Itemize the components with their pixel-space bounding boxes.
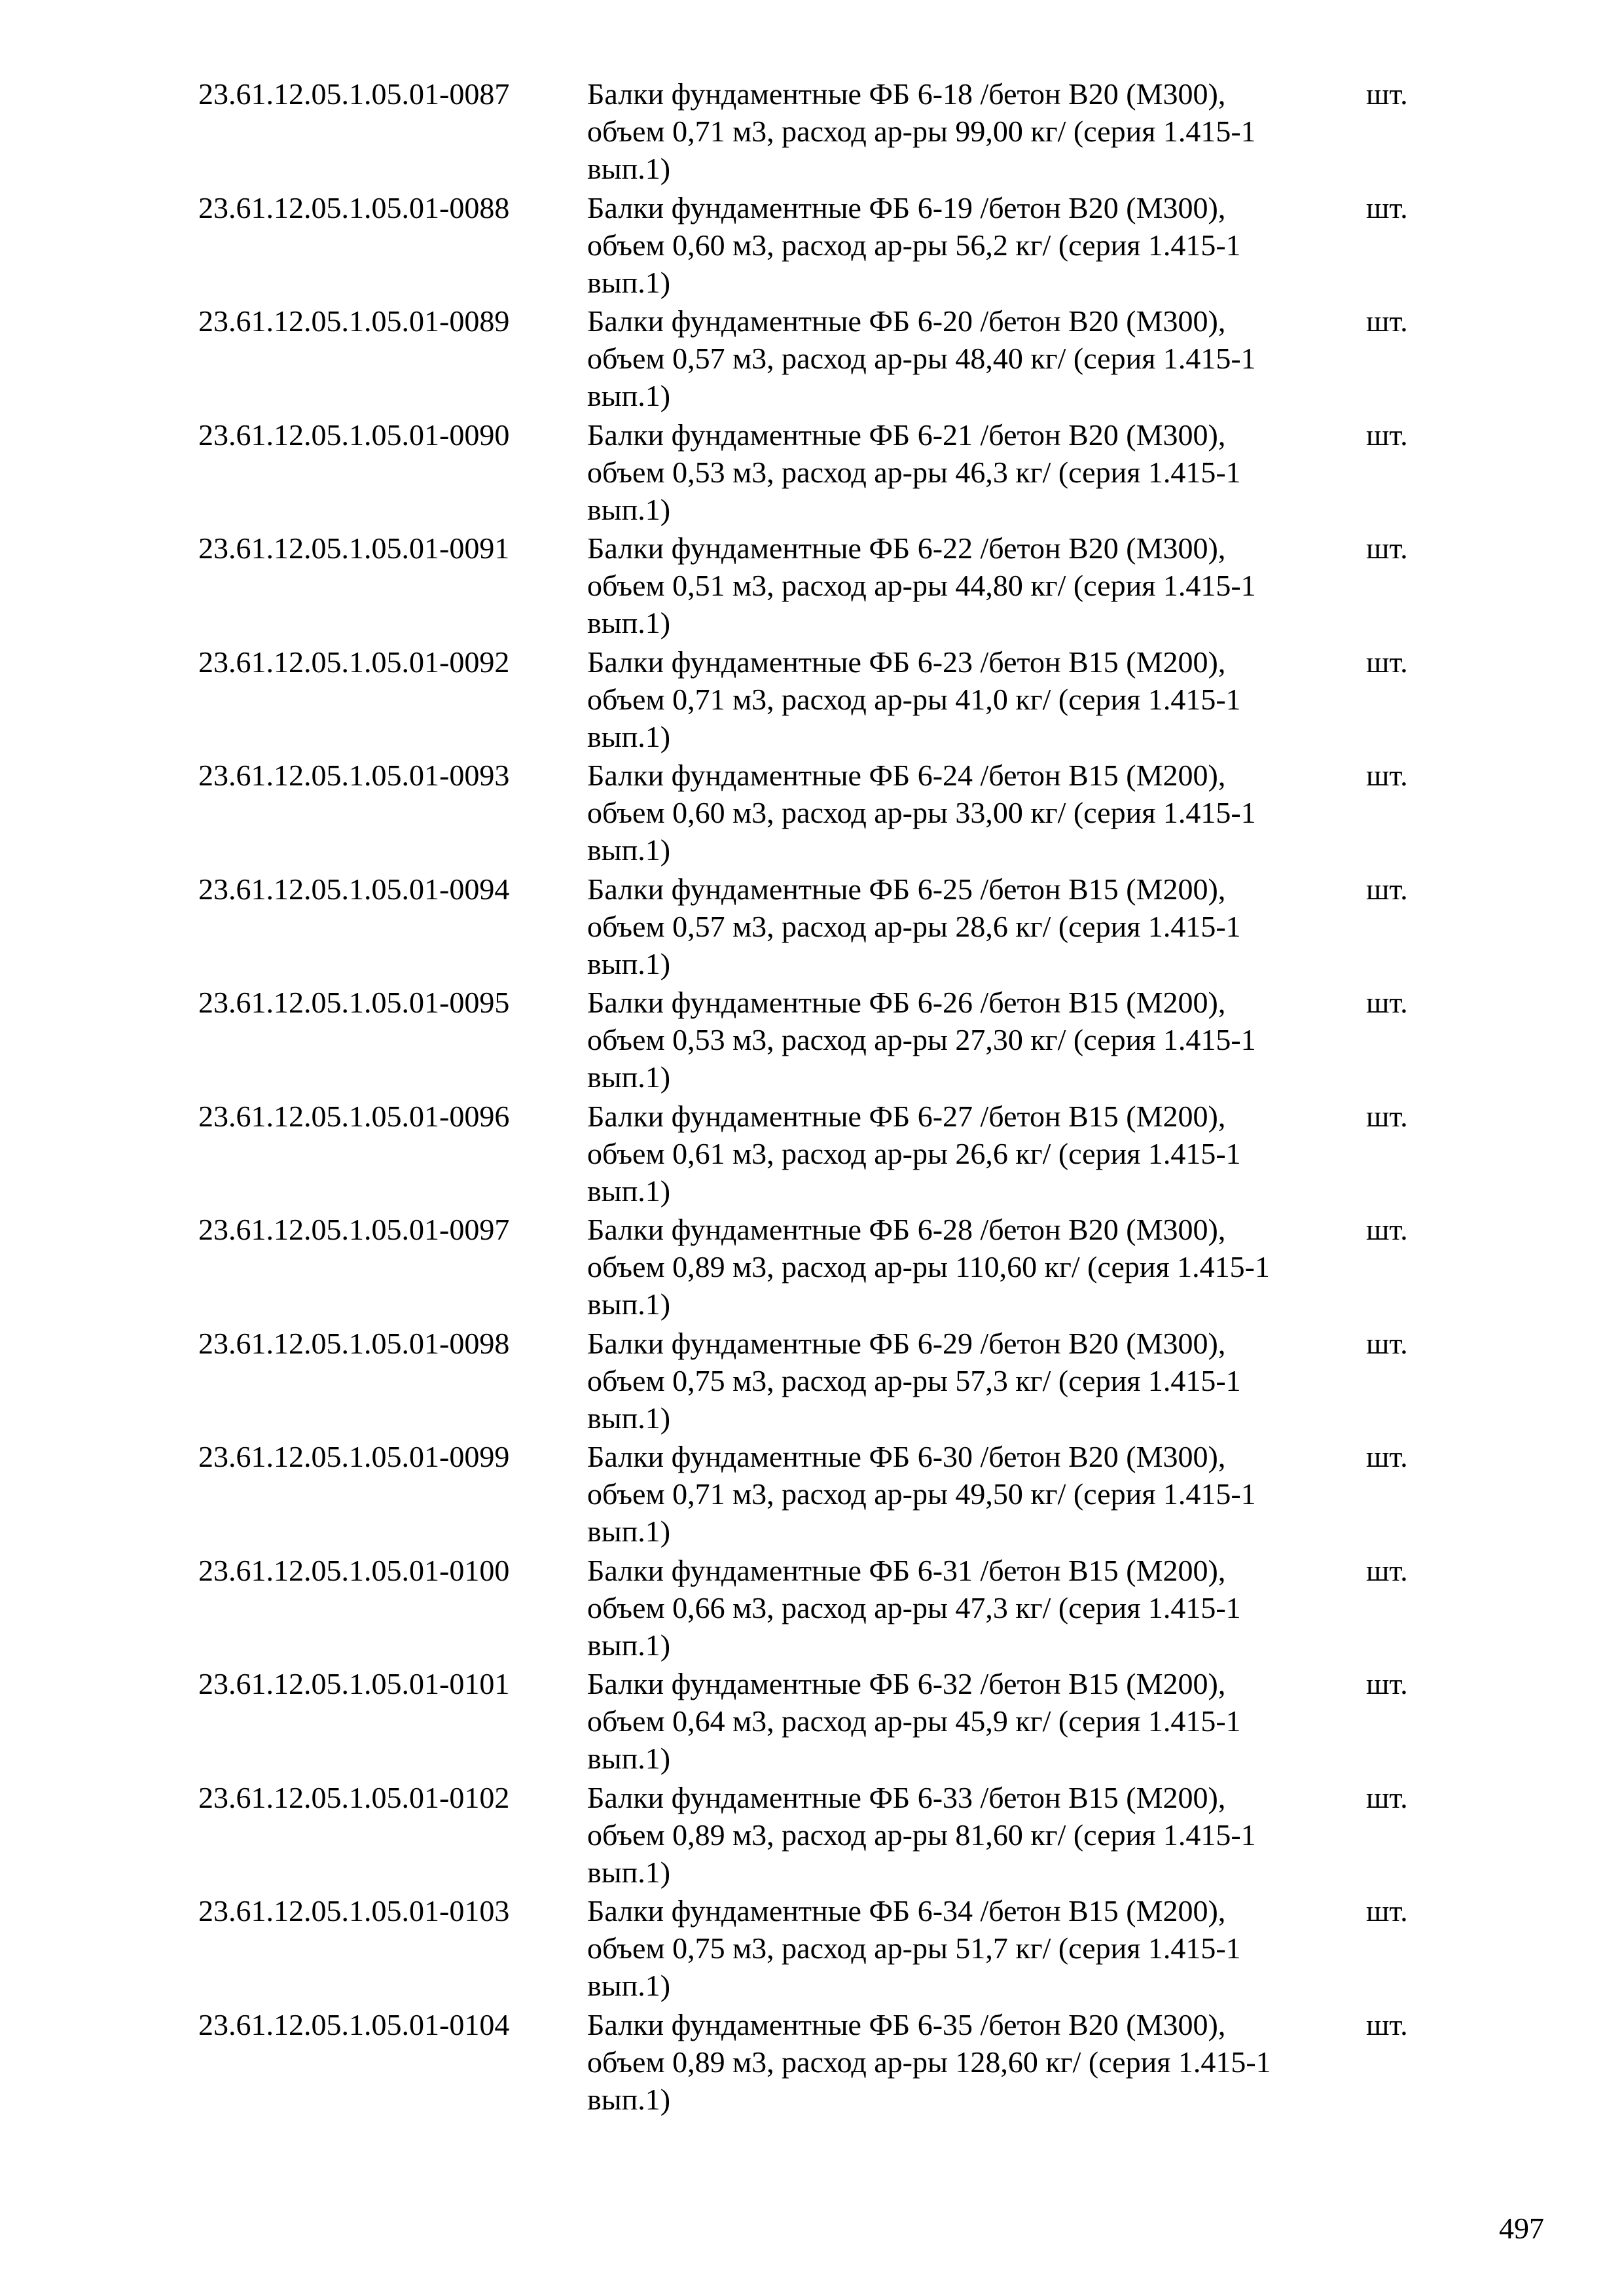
description-line: вып.1) — [587, 265, 671, 299]
description-line: объем 0,75 м3, расход ар-ры 57,3 кг/ (серия 1.415-1 — [587, 1363, 1241, 1397]
description-line: вып.1) — [587, 1969, 671, 2002]
description-line: вып.1) — [587, 152, 671, 185]
item-description — [587, 1325, 1366, 1437]
description-line: Балки фундаментные ФБ 6-29 /бетон В20 (М300), — [587, 1326, 1226, 1360]
item-code: 23.61.12.05.1.05.01-0103 — [198, 1894, 510, 1928]
item-description — [587, 1211, 1366, 1323]
item-description — [587, 302, 1366, 414]
item-unit: шт. — [1366, 531, 1408, 565]
item-code: 23.61.12.05.1.05.01-0095 — [198, 986, 510, 1019]
item-code: 23.61.12.05.1.05.01-0099 — [198, 1440, 510, 1473]
description-line: Балки фундаментные ФБ 6-19 /бетон В20 (М300), — [587, 190, 1226, 224]
item-unit: шт. — [1366, 759, 1408, 792]
item-description — [587, 2006, 1366, 2118]
item-description — [587, 1098, 1366, 1210]
description-line: вып.1) — [587, 1742, 671, 1775]
description-line: вып.1) — [587, 2082, 671, 2116]
item-unit: шт. — [1366, 1326, 1408, 1360]
price-list — [0, 75, 1624, 2119]
description-line: Балки фундаментные ФБ 6-18 /бетон В20 (М300), — [587, 77, 1226, 111]
list-item — [0, 416, 1624, 530]
description-line: вып.1) — [587, 1628, 671, 1662]
description-line: Балки фундаментные ФБ 6-23 /бетон В15 (М200), — [587, 645, 1226, 679]
description-line: Балки фундаментные ФБ 6-34 /бетон В15 (М200), — [587, 1894, 1226, 1928]
item-description — [587, 529, 1366, 641]
description-line: вып.1) — [587, 1174, 671, 1208]
list-item — [0, 2006, 1624, 2120]
item-code: 23.61.12.05.1.05.01-0104 — [198, 2007, 510, 2041]
description-line: объем 0,57 м3, расход ар-ры 28,6 кг/ (серия 1.415-1 — [587, 909, 1241, 943]
item-description — [587, 643, 1366, 755]
description-line: объем 0,64 м3, расход ар-ры 45,9 кг/ (серия 1.415-1 — [587, 1704, 1241, 1738]
list-item — [0, 1665, 1624, 1779]
item-code: 23.61.12.05.1.05.01-0098 — [198, 1326, 510, 1360]
description-line: объем 0,89 м3, расход ар-ры 128,60 кг/ (серия 1.415-1 — [587, 2045, 1271, 2079]
item-code: 23.61.12.05.1.05.01-0102 — [198, 1780, 510, 1814]
item-code: 23.61.12.05.1.05.01-0088 — [198, 190, 510, 224]
description-line: вып.1) — [587, 1401, 671, 1435]
list-item — [0, 1892, 1624, 2006]
item-unit: шт. — [1366, 1894, 1408, 1928]
list-item — [0, 1211, 1624, 1325]
description-line: Балки фундаментные ФБ 6-27 /бетон В15 (М200), — [587, 1099, 1226, 1133]
description-line: объем 0,89 м3, расход ар-ры 110,60 кг/ (серия 1.415-1 — [587, 1250, 1270, 1283]
list-item — [0, 984, 1624, 1098]
description-line: Балки фундаментные ФБ 6-22 /бетон В20 (М300), — [587, 531, 1226, 565]
item-description — [587, 75, 1366, 187]
item-description — [587, 757, 1366, 869]
item-description — [587, 984, 1366, 1096]
item-description — [587, 189, 1366, 301]
description-line: объем 0,60 м3, расход ар-ры 56,2 кг/ (серия 1.415-1 — [587, 228, 1241, 262]
list-item — [0, 529, 1624, 643]
item-unit: шт. — [1366, 986, 1408, 1019]
description-line: объем 0,53 м3, расход ар-ры 46,3 кг/ (серия 1.415-1 — [587, 455, 1241, 489]
item-unit: шт. — [1366, 77, 1408, 111]
list-item — [0, 189, 1624, 303]
item-unit: шт. — [1366, 2007, 1408, 2041]
item-description — [587, 870, 1366, 982]
item-unit: шт. — [1366, 190, 1408, 224]
item-unit: шт. — [1366, 304, 1408, 338]
description-line: объем 0,57 м3, расход ар-ры 48,40 кг/ (серия 1.415-1 — [587, 342, 1256, 375]
description-line: Балки фундаментные ФБ 6-28 /бетон В20 (М300), — [587, 1213, 1226, 1246]
item-description — [587, 1665, 1366, 1777]
description-line: объем 0,71 м3, расход ар-ры 49,50 кг/ (серия 1.415-1 — [587, 1477, 1256, 1511]
description-line: Балки фундаментные ФБ 6-20 /бетон В20 (М300), — [587, 304, 1226, 338]
item-code: 23.61.12.05.1.05.01-0090 — [198, 418, 510, 452]
description-line: вып.1) — [587, 492, 671, 526]
description-line: Балки фундаментные ФБ 6-24 /бетон В15 (М200), — [587, 759, 1226, 792]
description-line: вып.1) — [587, 606, 671, 639]
list-item — [0, 870, 1624, 984]
description-line: объем 0,51 м3, расход ар-ры 44,80 кг/ (серия 1.415-1 — [587, 569, 1256, 602]
description-line: объем 0,60 м3, расход ар-ры 33,00 кг/ (серия 1.415-1 — [587, 796, 1256, 829]
item-code: 23.61.12.05.1.05.01-0097 — [198, 1213, 510, 1246]
item-code: 23.61.12.05.1.05.01-0101 — [198, 1667, 510, 1700]
page-number: 497 — [1499, 2212, 1544, 2245]
description-line: Балки фундаментные ФБ 6-31 /бетон В15 (М200), — [587, 1553, 1226, 1587]
item-unit: шт. — [1366, 1553, 1408, 1587]
description-line: объем 0,71 м3, расход ар-ры 41,0 кг/ (серия 1.415-1 — [587, 682, 1241, 716]
item-unit: шт. — [1366, 1780, 1408, 1814]
list-item — [0, 1438, 1624, 1552]
description-line: объем 0,66 м3, расход ар-ры 47,3 кг/ (серия 1.415-1 — [587, 1590, 1241, 1624]
item-unit: шт. — [1366, 1667, 1408, 1700]
item-code: 23.61.12.05.1.05.01-0093 — [198, 759, 510, 792]
description-line: Балки фундаментные ФБ 6-26 /бетон В15 (М200), — [587, 986, 1226, 1019]
item-unit: шт. — [1366, 1099, 1408, 1133]
item-description — [587, 1892, 1366, 2004]
description-line: Балки фундаментные ФБ 6-32 /бетон В15 (М200), — [587, 1667, 1226, 1700]
list-item — [0, 302, 1624, 416]
description-line: Балки фундаментные ФБ 6-21 /бетон В20 (М300), — [587, 418, 1226, 452]
item-description — [587, 1438, 1366, 1550]
description-line: вып.1) — [587, 1855, 671, 1889]
item-code: 23.61.12.05.1.05.01-0089 — [198, 304, 510, 338]
description-line: вып.1) — [587, 946, 671, 980]
description-line: Балки фундаментные ФБ 6-30 /бетон В20 (М300), — [587, 1440, 1226, 1473]
list-item — [0, 1325, 1624, 1439]
description-line: вып.1) — [587, 379, 671, 412]
item-unit: шт. — [1366, 1440, 1408, 1473]
item-code: 23.61.12.05.1.05.01-0096 — [198, 1099, 510, 1133]
list-item — [0, 1552, 1624, 1666]
item-description — [587, 1552, 1366, 1664]
description-line: вып.1) — [587, 1287, 671, 1321]
item-code: 23.61.12.05.1.05.01-0094 — [198, 872, 510, 906]
description-line: объем 0,89 м3, расход ар-ры 81,60 кг/ (серия 1.415-1 — [587, 1818, 1256, 1852]
item-unit: шт. — [1366, 645, 1408, 679]
description-line: Балки фундаментные ФБ 6-35 /бетон В20 (М300), — [587, 2007, 1226, 2041]
item-unit: шт. — [1366, 1213, 1408, 1246]
item-unit: шт. — [1366, 872, 1408, 906]
item-code: 23.61.12.05.1.05.01-0087 — [198, 77, 510, 111]
list-item — [0, 75, 1624, 189]
description-line: объем 0,61 м3, расход ар-ры 26,6 кг/ (серия 1.415-1 — [587, 1136, 1241, 1170]
item-description — [587, 1779, 1366, 1891]
list-item — [0, 1098, 1624, 1211]
description-line: объем 0,71 м3, расход ар-ры 99,00 кг/ (серия 1.415-1 — [587, 115, 1256, 148]
description-line: вып.1) — [587, 833, 671, 867]
description-line: объем 0,53 м3, расход ар-ры 27,30 кг/ (серия 1.415-1 — [587, 1023, 1256, 1056]
description-line: Балки фундаментные ФБ 6-33 /бетон В15 (М200), — [587, 1780, 1226, 1814]
item-code: 23.61.12.05.1.05.01-0091 — [198, 531, 510, 565]
item-code: 23.61.12.05.1.05.01-0100 — [198, 1553, 510, 1587]
item-description — [587, 416, 1366, 528]
description-line: вып.1) — [587, 1515, 671, 1548]
list-item — [0, 757, 1624, 870]
item-code: 23.61.12.05.1.05.01-0092 — [198, 645, 510, 679]
item-unit: шт. — [1366, 418, 1408, 452]
description-line: Балки фундаментные ФБ 6-25 /бетон В15 (М200), — [587, 872, 1226, 906]
description-line: объем 0,75 м3, расход ар-ры 51,7 кг/ (серия 1.415-1 — [587, 1931, 1241, 1965]
list-item — [0, 643, 1624, 757]
description-line: вып.1) — [587, 1060, 671, 1094]
description-line: вып.1) — [587, 719, 671, 753]
list-item — [0, 1779, 1624, 1893]
